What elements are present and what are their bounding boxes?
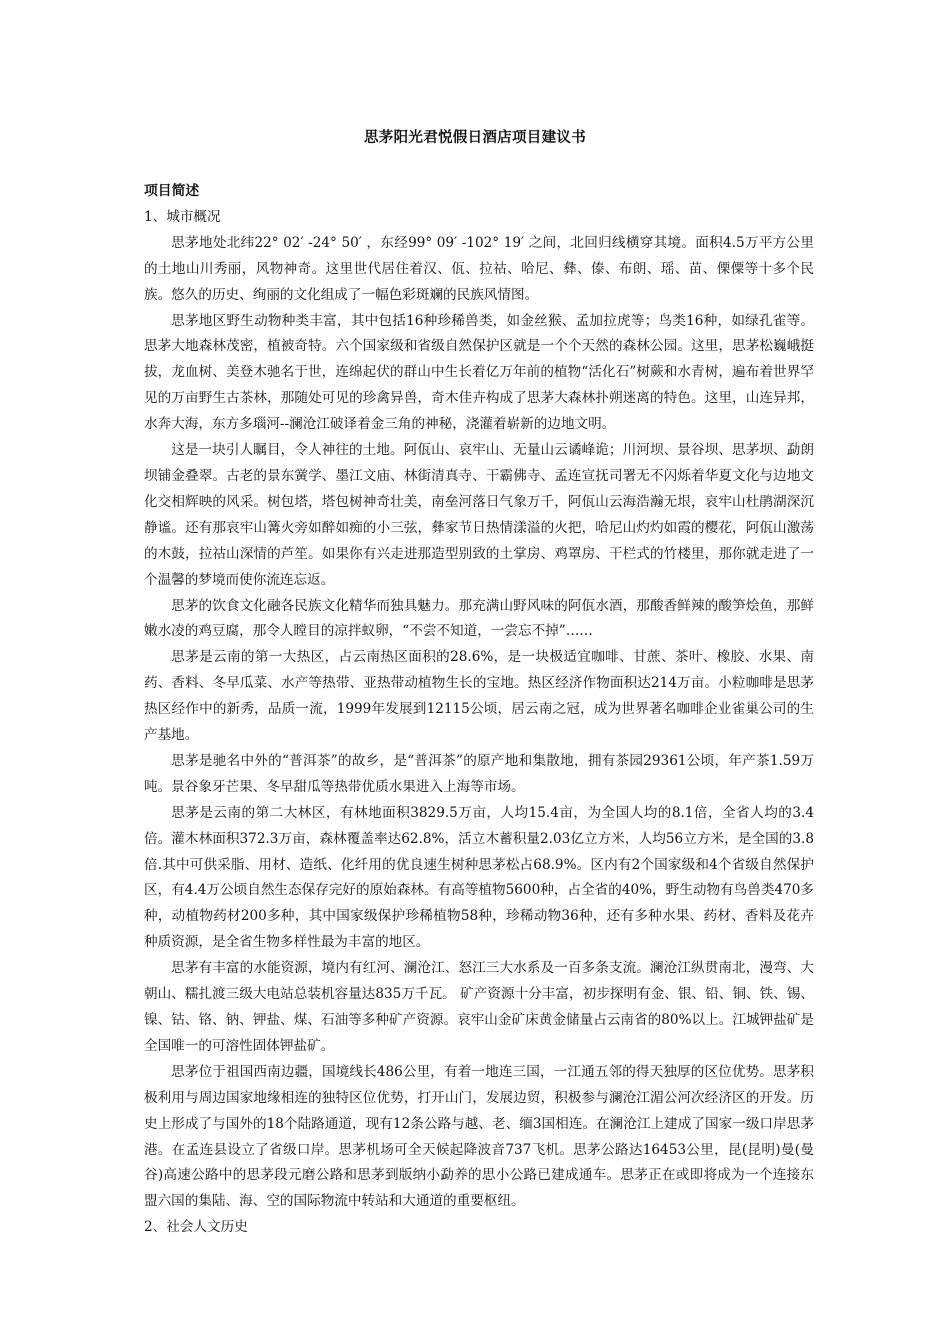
paragraph: 这是一块引人瞩目，令人神往的土地。阿佤山、哀牢山、无量山云谲峰诡；川河坝、景谷坝、思茅坝、勐朗坝铺金叠翠。古老的景东黉学、墨江文庙、林街清真寺、干霸佛寺、孟连宣抚司署无不闪烁着华夏文化与边地文化交相辉映的风采。树包塔，塔包树神奇壮美，南垒河落日气象万千，阿佤山云海浩瀚无垠，哀牢山杜鹃湖深沉静谧。还有那哀牢山篝火旁如醉如痴的小三弦，彝家节日热情漾溢的火把，哈尼山灼灼如霞的樱花，阿佤山激荡的木鼓，拉祜山深情的芦笙。如果你有兴走进那造型别致的土掌房、鸡罩房、干栏式的竹楼里，那你就走进了一个温馨的梦境而使你流连忘返。 [144, 442, 814, 588]
section-heading: 项目简述 [144, 183, 200, 199]
subsection-heading-social-history: 2、社会人文历史 [144, 1219, 248, 1236]
paragraph: 思茅地处北纬22° 02′ -24° 50′ ，东经99° 09′ -102° 19′ 之间，北回归线横穿其境。面积4.5万平方公里的土地山川秀丽，风物神奇。这里世代居住着汉、佤、拉祜、哈尼、彝、傣、布朗、瑶、苗、傈僳等十多个民族。悠久的历史、绚丽的文化组成了一幅色彩斑斓的民族风情图。 [144, 234, 814, 303]
subsection-heading-city-overview: 1、城市概况 [144, 208, 221, 225]
paragraph: 思茅的饮食文化融各民族文化精华而独具魅力。那充满山野风味的阿佤水酒，那酸香鲜辣的酸笋烩鱼，那鲜嫩水凌的鸡豆腐，那令人瞠目的凉拌蚁卵，“不尝不知道，一尝忘不掉”…… [144, 597, 814, 640]
paragraph: 思茅是云南的第二大林区，有林地面积3829.5万亩，人均15.4亩，为全国人均的8.1倍，全省人均的3.4倍。灌木林面积372.3万亩，森林覆盖率达62.8%，活立木蓄积量2.03亿立方米，人均56立方米，是全国的3.8倍.其中可供采脂、用材、造纸、化纤用的优良速生树种思茅松占68.9%。区内有2个国家级和4个省级自然保护区，有4.4万公顷自然生态保存完好的原始森林。有高等植物5600种，占全省的40%，野生动物有鸟兽类470多种，动植物药材200多种，其中国家级保护珍稀植物58种，珍稀动物36种，还有多种水果、药材、香料及花卉种质资源，是全省生物多样性最为丰富的地区。 [144, 804, 814, 951]
paragraph: 思茅位于祖国西南边疆，国境线长486公里，有着一地连三国，一江通五邻的得天独厚的区位优势。思茅积极利用与周边国家地缘相连的独特区位优势，打开山门，发展边贸，积极参与澜沧江湄公河次经济区的开发。历史上形成了与国外的18个陆路通道，现有12条公路与越、老、缅3国相连。在澜沧江上建成了国家一级口岸思茅港。在孟连县设立了省级口岸。思茅机场可全天候起降波音737飞机。思茅公路达16453公里，昆(昆明)曼(曼谷)高速公路中的思茅段元磨公路和思茅到版纳小勐养的思小公路已建成通车。思茅正在或即将成为一个连接东盟六国的集陆、海、空的国际物流中转站和大通道的重要枢纽。 [144, 1063, 814, 1210]
document-body [144, 179, 814, 1241]
paragraph: 思茅是驰名中外的“普洱茶”的故乡，是“普洱茶”的原产地和集散地，拥有茶园29361公顷，年产茶1.59万吨。景谷象牙芒果、冬早甜瓜等热带优质水果进入上海等市场。 [144, 752, 814, 795]
document-title: 思茅阳光君悦假日酒店项目建议书 [364, 130, 586, 146]
paragraph: 思茅是云南的第一大热区，占云南热区面积的28.6%，是一块极适宜咖啡、甘蔗、茶叶、橡胶、水果、南药、香料、冬早瓜菜、水产等热带、亚热带动植物生长的宝地。热区经济作物面积达214万亩。小粒咖啡是思茅热区经作中的新秀，品质一流，1999年发展到12115公顷，居云南之冠，成为世界著名咖啡企业雀巢公司的生产基地。 [144, 649, 814, 744]
paragraph: 思茅有丰富的水能资源，境内有红河、澜沧江、怒江三大水系及一百多条支流。澜沧江纵贯南北，漫弯、大朝山、糯扎渡三级大电站总装机容量达835万千瓦。 矿产资源十分丰富，初步探明有金、银、铅、铜、铁、锡、镍、钴、铬、钠、钾盐、煤、石油等多种矿产资源。哀牢山金矿床黄金储量占云南省的80%以上。江城钾盐矿是全国唯一的可溶性固体钾盐矿。 [144, 960, 814, 1054]
paragraph: 思茅地区野生动物种类丰富，其中包括16种珍稀兽类，如金丝猴、孟加拉虎等；鸟类16种，如绿孔雀等。思茅大地森林茂密，植被奇特。六个国家级和省级自然保护区就是一个个天然的森林公园。这里，思茅松巍峨挺拔，龙血树、美登木驰名于世，连绵起伏的群山中生长着亿万年前的植物“活化石”树蕨和水青树，遍布着世界罕见的万亩野生古茶林，那随处可见的珍禽异兽，奇木佳卉构成了思茅大森林扑朔迷离的特色。这里，山连异邦，水奔大海，东方多瑙河--澜沧江破译着金三角的神秘，浇灌着崭新的边地文明。 [144, 312, 814, 433]
